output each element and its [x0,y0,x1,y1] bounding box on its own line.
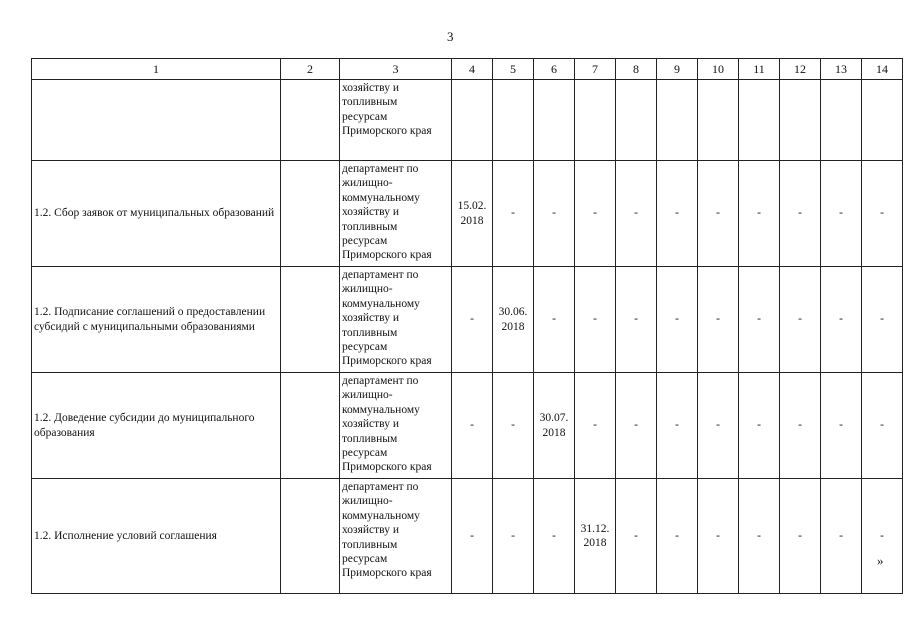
period-cell: - [698,267,739,373]
period-cell: - [698,373,739,479]
empty-cell [281,80,340,161]
executor-cell: департамент по жилищно- коммунальному хозяйству и топливным ресурсам Приморского края [340,373,452,479]
period-cell: - [780,267,821,373]
period-cell: 30.06. 2018 [493,267,534,373]
period-cell: - [657,373,698,479]
period-cell: - [575,267,616,373]
executor-cell: департамент по жилищно- коммунальному хозяйству и топливным ресурсам Приморского края [340,479,452,594]
period-cell: - [862,267,903,373]
period-cell: - [534,479,575,594]
period-cell: - [862,373,903,479]
period-cell: - [657,161,698,267]
period-cell [575,80,616,161]
column-header: 2 [281,59,340,80]
period-cell: - [616,161,657,267]
period-cell [657,80,698,161]
period-cell: - [452,479,493,594]
action-cell: 1.2. Подписание соглашений о предоставлении субсидий с муниципальными образованиями [32,267,281,373]
column-header: 13 [821,59,862,80]
period-cell [739,80,780,161]
period-cell: 31.12. 2018 [575,479,616,594]
table-row [32,161,903,267]
empty-cell [281,373,340,479]
empty-cell [281,161,340,267]
empty-cell [281,267,340,373]
column-header: 12 [780,59,821,80]
period-cell [534,80,575,161]
period-cell [862,80,903,161]
period-cell: - [821,373,862,479]
period-cell: - [739,373,780,479]
column-header: 4 [452,59,493,80]
column-header: 10 [698,59,739,80]
table-row [32,267,903,373]
period-cell: - [780,479,821,594]
period-cell: - [452,267,493,373]
action-cell: 1.2. Сбор заявок от муниципальных образований [32,161,281,267]
table-row [32,80,903,161]
period-cell: - [657,267,698,373]
period-cell [452,80,493,161]
page-number: 3 [447,29,454,44]
period-cell: - [575,161,616,267]
period-cell: - [862,479,903,594]
period-cell: - [739,267,780,373]
column-header: 3 [340,59,452,80]
executor-cell: департамент по жилищно- коммунальному хозяйству и топливным ресурсам Приморского края [340,267,452,373]
period-cell: - [780,373,821,479]
column-header: 8 [616,59,657,80]
column-header: 6 [534,59,575,80]
period-cell: - [739,479,780,594]
column-header: 5 [493,59,534,80]
period-cell: - [616,479,657,594]
period-cell [821,80,862,161]
column-header: 11 [739,59,780,80]
column-header: 7 [575,59,616,80]
period-cell [698,80,739,161]
period-cell: - [452,373,493,479]
header-row [32,59,903,80]
period-cell: - [575,373,616,479]
table-row [32,373,903,479]
period-cell: - [534,267,575,373]
period-cell: 30.07. 2018 [534,373,575,479]
schedule-table [31,58,903,594]
period-cell: - [616,373,657,479]
period-cell: - [821,267,862,373]
action-cell: 1.2. Доведение субсидии до муниципального образования [32,373,281,479]
period-cell: - [739,161,780,267]
period-cell: - [534,161,575,267]
period-cell [780,80,821,161]
period-cell [493,80,534,161]
closing-quote-mark: » [877,553,884,568]
column-header: 14 [862,59,903,80]
action-cell [32,80,281,161]
empty-cell [281,479,340,594]
action-cell: 1.2. Исполнение условий соглашения [32,479,281,594]
period-cell: - [698,161,739,267]
period-cell: - [698,479,739,594]
table-row [32,479,903,594]
period-cell: - [821,479,862,594]
period-cell: - [862,161,903,267]
period-cell: - [657,479,698,594]
period-cell: - [493,161,534,267]
executor-cell: департамент по жилищно- коммунальному хозяйству и топливным ресурсам Приморского края [340,161,452,267]
period-cell: - [616,267,657,373]
period-cell: 15.02. 2018 [452,161,493,267]
executor-cell: хозяйству и топливным ресурсам Приморского края [340,80,452,161]
period-cell [616,80,657,161]
column-header: 1 [32,59,281,80]
period-cell: - [493,479,534,594]
period-cell: - [780,161,821,267]
period-cell: - [493,373,534,479]
period-cell: - [821,161,862,267]
column-header: 9 [657,59,698,80]
